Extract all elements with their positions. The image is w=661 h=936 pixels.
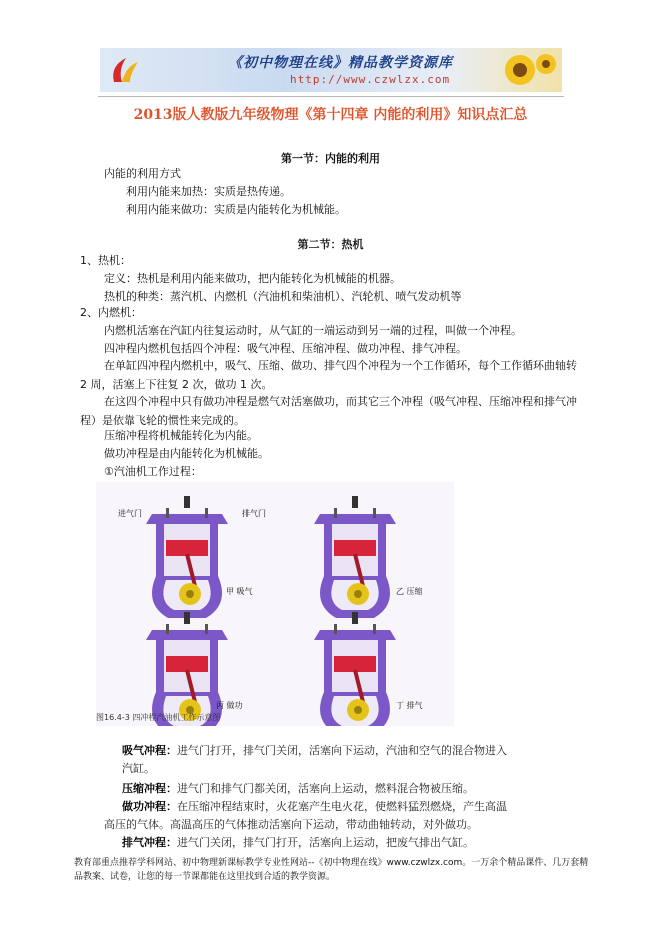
figure-caption: 图16.4-3 四冲程汽油机工作示意图 [96, 713, 221, 722]
engine-intake [146, 496, 228, 618]
section-1-line: 内能的利用方式 [104, 167, 181, 180]
paragraph-power: 做功冲程是由内能转化为机械能。 [104, 447, 269, 460]
panel-label-compression: 乙 压缩 [396, 587, 423, 596]
banner-title: 《初中物理在线》精品教学资源库 [228, 55, 453, 71]
stroke-power [104, 798, 508, 834]
site-logo-icon [106, 52, 142, 88]
gasoline-engine-process-label: ①汽油机工作过程： [104, 465, 202, 478]
paragraph-stroke-definition: 内燃机活塞在汽缸内往复运动时，从气缸的一端运动到另一端的过程，叫做一个冲程。 [104, 324, 522, 337]
stroke-exhaust-text: 进气门关闭，排气门打开，活塞向上运动，把废气排出气缸。 [177, 836, 474, 849]
exhaust-valve-label: 排气门 [242, 509, 266, 518]
stroke-intake-text: 进气门打开，排气门关闭，活塞向下运动，汽油和空气的混合物进入汽缸。 [122, 744, 507, 775]
section-1-line: 利用内能来做功：实质是内能转化为机械能。 [126, 203, 346, 216]
stroke-power-text: 在压缩冲程结束时，火花塞产生电火花，使燃料猛烈燃烧，产生高温高压的气体。高温高压的气体推动活塞向下运动，带动曲轴转动，对外做功。 [104, 800, 507, 831]
paragraph-compression: 压缩冲程将机械能转化为内能。 [104, 429, 258, 442]
page-footer: 教育部重点推荐学科网站、初中物理新课标教学专业性网站--《初中物理在线》www.czwlzx.com。一万余个精品课件、几万套精品教案、试卷，让您的每一节课都能在这里找到合适的教学资源。 [74, 858, 589, 882]
stroke-exhaust-name: 排气冲程： [122, 836, 177, 849]
panel-label-exhaust: 丁 排气 [396, 701, 423, 710]
panel-label-intake: 甲 吸气 [226, 587, 253, 596]
document-title: 2013版人教版九年级物理《第十四章 内能的利用》知识点汇总 [133, 107, 528, 123]
stroke-compression-text: 进气门和排气门都关闭，活塞向上运动，燃料混合物被压缩。 [177, 782, 474, 795]
paragraph-flywheel-inertia: 在这四个冲程中只有做功冲程是燃气对活塞做功，而其它三个冲程（吸气冲程、压缩冲程和排气冲程）是依靠飞轮的惯性来完成的。 [80, 395, 577, 427]
banner-url[interactable]: http://www.czwlzx.com [290, 73, 451, 86]
paragraph-work-cycle: 在单缸四冲程内燃机中，吸气、压缩、做功、排气四个冲程为一个工作循环，每个工作循环曲轴转 2 周，活塞上下往复 2 次，做功 1 次。 [80, 359, 577, 391]
section-1-line: 利用内能来加热：实质是热传递。 [126, 185, 291, 198]
heat-engine-types: 热机的种类：蒸汽机、内燃机（汽油机和柴油机）、汽轮机、喷气发动机等 [104, 290, 462, 303]
stroke-compression [122, 780, 508, 798]
section-2-heading: 第二节：热机 [297, 238, 364, 251]
stroke-intake [122, 742, 508, 778]
engine-compression [314, 496, 396, 618]
stroke-power-name: 做功冲程： [122, 800, 177, 813]
four-stroke-engine-figure [96, 482, 454, 726]
engine-exhaust [314, 612, 396, 726]
header-divider [98, 96, 564, 97]
panel-label-power: 丙 做功 [216, 701, 243, 710]
heat-engine-item: 1、热机： [80, 254, 131, 267]
heat-engine-definition: 定义：热机是利用内能来做功，把内能转化为机械能的机器。 [104, 272, 401, 285]
stroke-compression-name: 压缩冲程： [122, 782, 177, 795]
stroke-intake-name: 吸气冲程： [122, 744, 177, 757]
section-1-heading: 第一节：内能的利用 [281, 152, 380, 165]
intake-valve-label: 进气门 [118, 509, 142, 518]
engine-diagram [96, 482, 454, 726]
site-banner[interactable] [100, 48, 562, 92]
stroke-exhaust [122, 834, 508, 852]
paragraph-four-strokes: 四冲程内燃机包括四个冲程：吸气冲程、压缩冲程、做功冲程、排气冲程。 [104, 342, 467, 355]
sunflower-icon [500, 50, 558, 90]
combustion-engine-item: 2、内燃机： [80, 306, 142, 319]
